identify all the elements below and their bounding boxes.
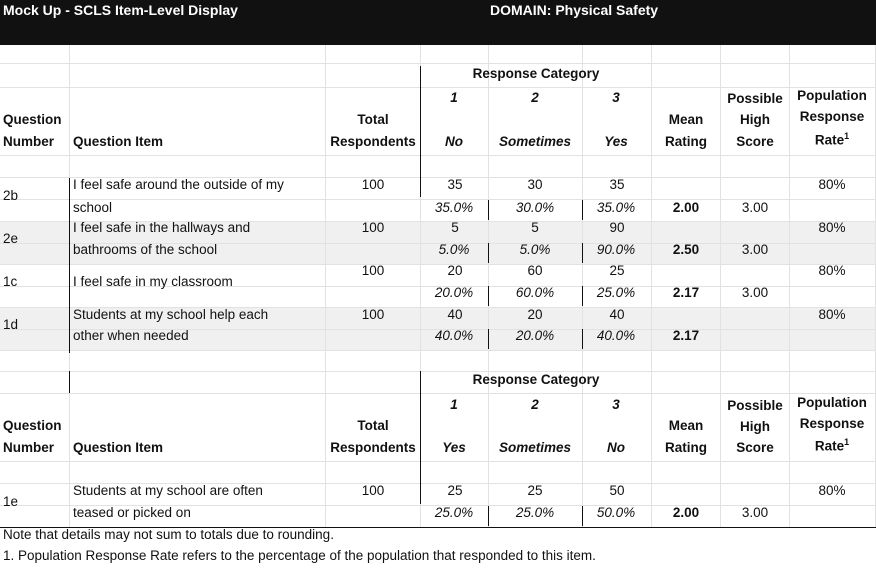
footnote: 1. Population Response Rate refers to the percentage of the population that responded to this item. [3, 548, 596, 563]
scale-label: Yes [604, 134, 628, 149]
percent: 5.0% [438, 242, 470, 257]
scale-number: 3 [612, 90, 620, 105]
count: 20 [447, 263, 463, 278]
response-rate: 80% [818, 307, 846, 322]
question-number: 2e [3, 231, 19, 246]
possible-high-score: 3.00 [741, 242, 769, 257]
question-item: I feel safe in the hallways and [73, 220, 251, 235]
question-number-header: Question [3, 418, 62, 433]
total-respondents: 100 [361, 307, 385, 322]
percent: 35.0% [596, 200, 636, 215]
question-item: school [73, 200, 113, 215]
percent: 25.0% [434, 505, 474, 520]
percent: 20.0% [515, 328, 555, 343]
percent: 40.0% [596, 328, 636, 343]
total-respondents-header: Total [357, 112, 389, 127]
total-respondents-header: Total [357, 418, 389, 433]
percent: 30.0% [515, 200, 555, 215]
count: 40 [447, 307, 463, 322]
scale-label: No [607, 440, 625, 455]
count: 40 [609, 307, 625, 322]
response-rate-header: Population [797, 395, 867, 410]
rounding-note: Note that details may not sum to totals due to rounding. [3, 527, 334, 542]
possible-high-score: 3.00 [741, 285, 769, 300]
scale-number: 1 [450, 90, 458, 105]
count: 25 [527, 483, 543, 498]
response-category-heading: Response Category [472, 372, 600, 387]
response-rate: 80% [818, 220, 846, 235]
mean-rating: 2.17 [672, 328, 700, 343]
count: 90 [609, 220, 625, 235]
percent: 90.0% [596, 242, 636, 257]
question-number: 1e [3, 494, 19, 509]
report-title: Mock Up - SCLS Item-Level Display [3, 2, 238, 18]
percent: 50.0% [596, 505, 636, 520]
high-score-header: High [740, 419, 770, 434]
response-rate: 80% [818, 177, 846, 192]
count: 30 [527, 177, 543, 192]
question-item-header: Question Item [73, 440, 164, 455]
count: 25 [447, 483, 463, 498]
response-rate-header: Response [799, 416, 865, 431]
count: 35 [609, 177, 625, 192]
question-number: 1d [3, 317, 19, 332]
high-score-header: Possible [727, 91, 783, 106]
question-number-header: Question [3, 112, 62, 127]
question-item-header: Question Item [73, 134, 164, 149]
question-number: 2b [3, 188, 19, 203]
question-number-header: Number [3, 134, 55, 149]
percent: 25.0% [596, 285, 636, 300]
count: 35 [447, 177, 463, 192]
count: 50 [609, 483, 625, 498]
percent: 40.0% [434, 328, 474, 343]
possible-high-score: 3.00 [741, 200, 769, 215]
mean-rating-header: Mean [668, 418, 704, 433]
scale-label: Yes [442, 440, 466, 455]
title-bar [0, 0, 876, 45]
response-rate-header: Population [797, 88, 867, 103]
question-item: Students at my school are often [73, 483, 263, 498]
response-rate: 80% [818, 263, 846, 278]
mean-rating: 2.00 [672, 505, 700, 520]
count: 5 [531, 220, 539, 235]
response-rate: 80% [818, 483, 846, 498]
response-rate-header: Response [799, 109, 865, 124]
high-score-header: Possible [727, 398, 783, 413]
question-item: teased or picked on [73, 505, 191, 520]
question-number: 1c [3, 274, 18, 289]
scale-label: Sometimes [498, 440, 572, 455]
scale-number: 1 [450, 397, 458, 412]
count: 20 [527, 307, 543, 322]
total-respondents-header: Respondents [330, 440, 416, 455]
scale-label: Sometimes [498, 134, 572, 149]
total-respondents-header: Respondents [330, 134, 416, 149]
count: 60 [527, 263, 543, 278]
mean-rating-header: Rating [665, 440, 707, 455]
count: 25 [609, 263, 625, 278]
total-respondents: 100 [361, 177, 385, 192]
mean-rating: 2.00 [672, 200, 700, 215]
high-score-header: Score [736, 440, 774, 455]
question-item: I feel safe in my classroom [73, 274, 233, 289]
percent: 25.0% [515, 505, 555, 520]
total-respondents: 100 [361, 220, 385, 235]
domain-label: DOMAIN: Physical Safety [490, 2, 659, 18]
question-item: bathrooms of the school [73, 242, 218, 257]
mean-rating: 2.17 [672, 285, 700, 300]
mean-rating-header: Rating [665, 134, 707, 149]
scale-label: No [445, 134, 463, 149]
total-respondents: 100 [361, 263, 385, 278]
mean-rating-header: Mean [668, 112, 704, 127]
percent: 5.0% [519, 242, 551, 257]
percent: 35.0% [434, 200, 474, 215]
response-rate-header: Rate$^1$ [814, 437, 850, 454]
scale-number: 3 [612, 397, 620, 412]
total-respondents: 100 [361, 483, 385, 498]
mean-rating: 2.50 [672, 242, 700, 257]
high-score-header: High [740, 112, 770, 127]
results-table [0, 45, 876, 575]
question-item: Students at my school help each [73, 307, 269, 322]
question-number-header: Number [3, 440, 55, 455]
high-score-header: Score [736, 134, 774, 149]
count: 5 [451, 220, 459, 235]
question-item: I feel safe around the outside of my [73, 177, 284, 192]
response-category-heading: Response Category [472, 66, 600, 81]
percent: 20.0% [434, 285, 474, 300]
scale-number: 2 [531, 397, 539, 412]
response-rate-header: Rate$^1$ [814, 131, 850, 148]
scale-number: 2 [531, 90, 539, 105]
percent: 60.0% [515, 285, 555, 300]
possible-high-score: 3.00 [741, 505, 769, 520]
question-item: other when needed [73, 328, 189, 343]
